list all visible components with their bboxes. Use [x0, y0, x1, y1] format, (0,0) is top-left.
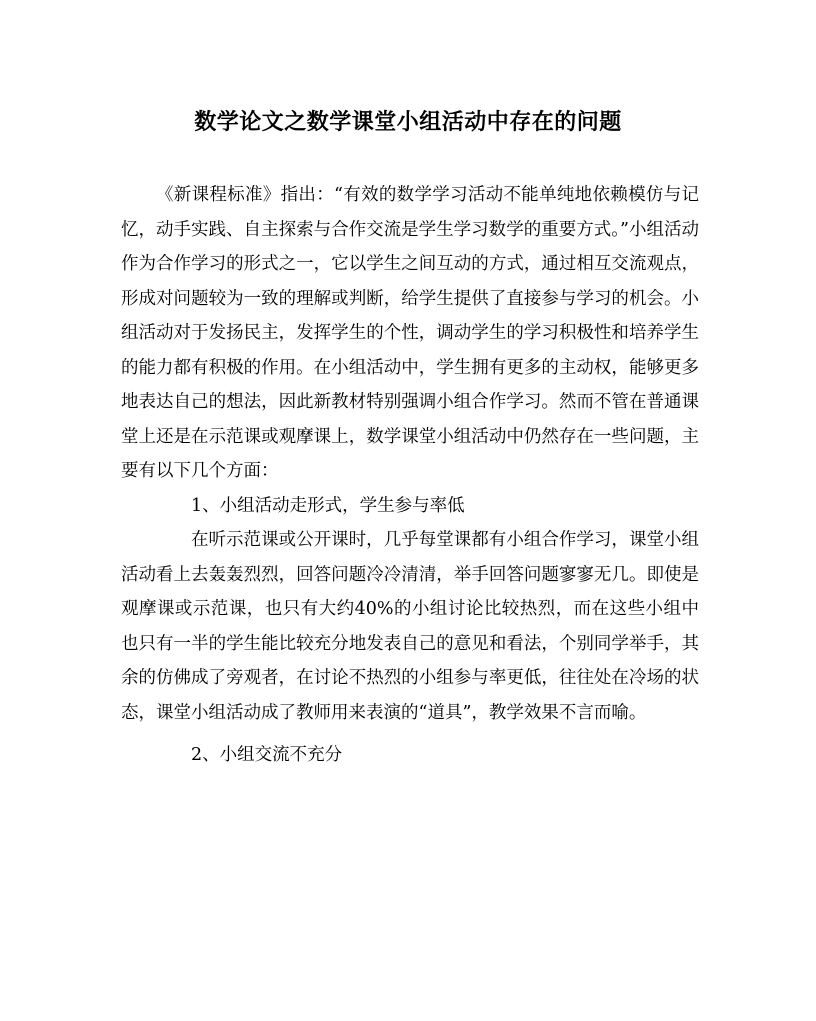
section-1-paragraph: 在听示范课或公开课时，几乎每堂课都有小组合作学习，课堂小组活动看上去轰轰烈烈，回答问题冷冷清清，举手回答问题寥寥无几。即使是观摩课或示范课，也只有大约40%的小组讨论比较热烈，而在这些小组中也只有一半的学生能比较充分地发表自己的意见和看法，个别同学举手，其余的仿佛成了旁观者，在讨论不热烈的小组参与率更低，往往处在冷场的状态，课堂小组活动成了教师用来表演的“道具”，教学效果不言而喻。: [121, 530, 699, 723]
document-body: [121, 178, 699, 773]
page-title: 数学论文之数学课堂小组活动中存在的问题: [194, 109, 622, 135]
intro-paragraph: 《新课程标准》指出：“有效的数学学习活动不能单纯地依赖模仿与记忆，动手实践、自主探索与合作交流是学生学习数学的重要方式。”小组活动作为合作学习的形式之一，它以学生之间互动的方式，通过相互交流观点，形成对问题较为一致的理解或判断，给学生提供了直接参与学习的机会。小组活动对于发扬民主，发挥学生的个性，调动学生的学习积极性和培养学生的能力都有积极的作用。在小组活动中，学生拥有更多的主动权，能够更多地表达自己的想法，因此新教材特别强调小组合作学习。然而不管在普通课堂上还是在示范课或观摩课上，数学课堂小组活动中仍然存在一些问题，主要有以下几个方面：: [121, 185, 699, 481]
section-heading-2: 2、小组交流不充分: [191, 745, 343, 765]
section-heading-1: 1、小组活动走形式，学生参与率低: [191, 495, 465, 516]
paragraph-spacer: [121, 730, 699, 738]
